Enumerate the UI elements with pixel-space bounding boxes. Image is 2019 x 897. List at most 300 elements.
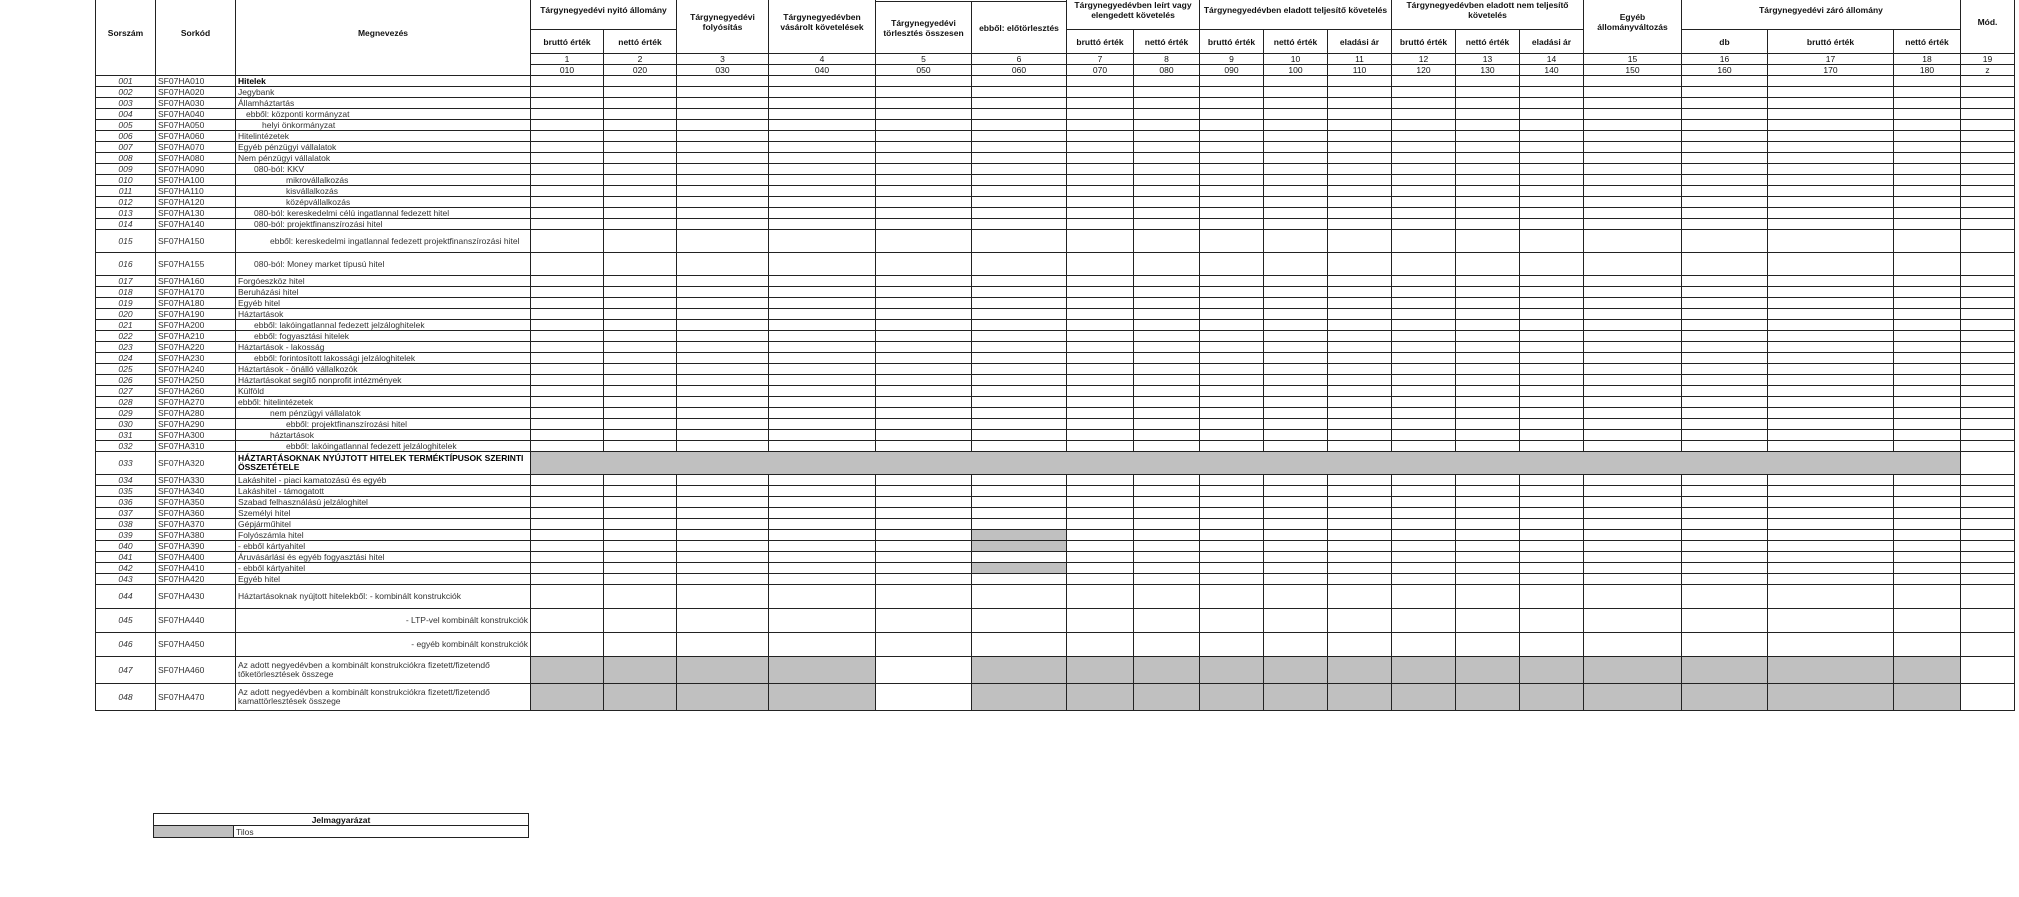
input-cell[interactable]: [1264, 331, 1328, 342]
input-cell[interactable]: [1392, 386, 1456, 397]
input-cell[interactable]: [1134, 175, 1200, 186]
input-cell[interactable]: [972, 519, 1067, 530]
input-cell[interactable]: [1067, 541, 1134, 552]
input-cell[interactable]: [1328, 486, 1392, 497]
input-cell[interactable]: [1682, 120, 1768, 131]
input-cell[interactable]: [1768, 120, 1894, 131]
input-cell[interactable]: [531, 331, 604, 342]
input-cell[interactable]: [1456, 164, 1520, 175]
input-cell[interactable]: [1584, 120, 1682, 131]
input-cell[interactable]: [531, 408, 604, 419]
input-cell[interactable]: [1961, 585, 2015, 609]
input-cell[interactable]: [531, 530, 604, 541]
input-cell[interactable]: [876, 375, 972, 386]
input-cell[interactable]: [876, 287, 972, 298]
input-cell[interactable]: [1392, 585, 1456, 609]
input-cell[interactable]: [1520, 519, 1584, 530]
input-cell[interactable]: [876, 397, 972, 408]
input-cell[interactable]: [1264, 563, 1328, 574]
input-cell[interactable]: [1067, 563, 1134, 574]
input-cell[interactable]: [531, 186, 604, 197]
input-cell[interactable]: [1328, 609, 1392, 633]
input-cell[interactable]: [1456, 320, 1520, 331]
input-cell[interactable]: [876, 353, 972, 364]
input-cell[interactable]: [1392, 197, 1456, 208]
input-cell[interactable]: [1328, 276, 1392, 287]
input-cell[interactable]: [1894, 186, 1961, 197]
input-cell[interactable]: [972, 131, 1067, 142]
input-cell[interactable]: [769, 375, 876, 386]
input-cell[interactable]: [1961, 164, 2015, 175]
input-cell[interactable]: [531, 375, 604, 386]
input-cell[interactable]: [677, 430, 769, 441]
input-cell[interactable]: [1894, 309, 1961, 320]
input-cell[interactable]: [769, 164, 876, 175]
input-cell[interactable]: [1682, 563, 1768, 574]
input-cell[interactable]: [1894, 230, 1961, 253]
input-cell[interactable]: [1392, 552, 1456, 563]
input-cell[interactable]: [1328, 419, 1392, 430]
input-cell[interactable]: [1961, 452, 2015, 475]
input-cell[interactable]: [876, 164, 972, 175]
input-cell[interactable]: [769, 98, 876, 109]
input-cell[interactable]: [1768, 585, 1894, 609]
input-cell[interactable]: [1584, 342, 1682, 353]
input-cell[interactable]: [1584, 153, 1682, 164]
input-cell[interactable]: [1200, 574, 1264, 585]
input-cell[interactable]: [1584, 408, 1682, 419]
input-cell[interactable]: [972, 219, 1067, 230]
input-cell[interactable]: [604, 219, 677, 230]
input-cell[interactable]: [531, 486, 604, 497]
input-cell[interactable]: [1134, 475, 1200, 486]
input-cell[interactable]: [677, 375, 769, 386]
input-cell[interactable]: [1682, 276, 1768, 287]
input-cell[interactable]: [604, 563, 677, 574]
input-cell[interactable]: [1520, 320, 1584, 331]
input-cell[interactable]: [1682, 253, 1768, 276]
input-cell[interactable]: [1894, 219, 1961, 230]
input-cell[interactable]: [1584, 633, 1682, 657]
input-cell[interactable]: [769, 342, 876, 353]
input-cell[interactable]: [1456, 331, 1520, 342]
input-cell[interactable]: [972, 287, 1067, 298]
input-cell[interactable]: [1067, 508, 1134, 519]
input-cell[interactable]: [972, 120, 1067, 131]
input-cell[interactable]: [1520, 364, 1584, 375]
input-cell[interactable]: [1392, 342, 1456, 353]
input-cell[interactable]: [1392, 364, 1456, 375]
input-cell[interactable]: [1961, 153, 2015, 164]
input-cell[interactable]: [972, 441, 1067, 452]
input-cell[interactable]: [1456, 441, 1520, 452]
input-cell[interactable]: [1200, 375, 1264, 386]
input-cell[interactable]: [1264, 197, 1328, 208]
input-cell[interactable]: [876, 186, 972, 197]
input-cell[interactable]: [1768, 197, 1894, 208]
input-cell[interactable]: [604, 386, 677, 397]
input-cell[interactable]: [604, 253, 677, 276]
input-cell[interactable]: [1682, 342, 1768, 353]
input-cell[interactable]: [1134, 408, 1200, 419]
input-cell[interactable]: [531, 208, 604, 219]
input-cell[interactable]: [1894, 320, 1961, 331]
input-cell[interactable]: [1520, 298, 1584, 309]
input-cell[interactable]: [1328, 331, 1392, 342]
input-cell[interactable]: [1768, 287, 1894, 298]
input-cell[interactable]: [604, 276, 677, 287]
input-cell[interactable]: [1768, 230, 1894, 253]
input-cell[interactable]: [531, 419, 604, 430]
input-cell[interactable]: [1328, 497, 1392, 508]
input-cell[interactable]: [1584, 331, 1682, 342]
input-cell[interactable]: [1961, 574, 2015, 585]
input-cell[interactable]: [604, 153, 677, 164]
input-cell[interactable]: [1456, 186, 1520, 197]
input-cell[interactable]: [972, 253, 1067, 276]
input-cell[interactable]: [769, 441, 876, 452]
input-cell[interactable]: [1200, 76, 1264, 87]
input-cell[interactable]: [769, 486, 876, 497]
input-cell[interactable]: [876, 386, 972, 397]
input-cell[interactable]: [1200, 142, 1264, 153]
input-cell[interactable]: [531, 541, 604, 552]
input-cell[interactable]: [1200, 331, 1264, 342]
input-cell[interactable]: [531, 253, 604, 276]
input-cell[interactable]: [769, 585, 876, 609]
input-cell[interactable]: [1520, 287, 1584, 298]
input-cell[interactable]: [1768, 98, 1894, 109]
input-cell[interactable]: [1067, 386, 1134, 397]
input-cell[interactable]: [1520, 397, 1584, 408]
input-cell[interactable]: [1894, 497, 1961, 508]
input-cell[interactable]: [1067, 342, 1134, 353]
input-cell[interactable]: [1264, 276, 1328, 287]
input-cell[interactable]: [1067, 276, 1134, 287]
input-cell[interactable]: [1520, 441, 1584, 452]
input-cell[interactable]: [1520, 197, 1584, 208]
input-cell[interactable]: [1520, 76, 1584, 87]
input-cell[interactable]: [972, 408, 1067, 419]
input-cell[interactable]: [972, 153, 1067, 164]
input-cell[interactable]: [1200, 563, 1264, 574]
input-cell[interactable]: [1392, 475, 1456, 486]
input-cell[interactable]: [1961, 208, 2015, 219]
input-cell[interactable]: [876, 475, 972, 486]
input-cell[interactable]: [1456, 175, 1520, 186]
input-cell[interactable]: [1067, 219, 1134, 230]
input-cell[interactable]: [604, 76, 677, 87]
input-cell[interactable]: [1520, 142, 1584, 153]
input-cell[interactable]: [1392, 397, 1456, 408]
input-cell[interactable]: [604, 475, 677, 486]
input-cell[interactable]: [1520, 633, 1584, 657]
input-cell[interactable]: [1520, 175, 1584, 186]
input-cell[interactable]: [1392, 441, 1456, 452]
input-cell[interactable]: [1768, 530, 1894, 541]
input-cell[interactable]: [677, 563, 769, 574]
input-cell[interactable]: [1894, 364, 1961, 375]
input-cell[interactable]: [876, 142, 972, 153]
input-cell[interactable]: [604, 208, 677, 219]
input-cell[interactable]: [1392, 298, 1456, 309]
input-cell[interactable]: [1961, 197, 2015, 208]
input-cell[interactable]: [1894, 375, 1961, 386]
input-cell[interactable]: [972, 430, 1067, 441]
input-cell[interactable]: [1067, 153, 1134, 164]
input-cell[interactable]: [1768, 419, 1894, 430]
input-cell[interactable]: [1067, 309, 1134, 320]
input-cell[interactable]: [1584, 298, 1682, 309]
input-cell[interactable]: [1894, 197, 1961, 208]
input-cell[interactable]: [1682, 519, 1768, 530]
input-cell[interactable]: [1520, 475, 1584, 486]
input-cell[interactable]: [1768, 276, 1894, 287]
input-cell[interactable]: [1894, 475, 1961, 486]
input-cell[interactable]: [1328, 153, 1392, 164]
input-cell[interactable]: [1264, 219, 1328, 230]
input-cell[interactable]: [531, 430, 604, 441]
input-cell[interactable]: [1264, 552, 1328, 563]
input-cell[interactable]: [677, 142, 769, 153]
input-cell[interactable]: [1200, 475, 1264, 486]
input-cell[interactable]: [1264, 309, 1328, 320]
input-cell[interactable]: [1768, 320, 1894, 331]
input-cell[interactable]: [1328, 441, 1392, 452]
input-cell[interactable]: [1894, 87, 1961, 98]
input-cell[interactable]: [1961, 408, 2015, 419]
input-cell[interactable]: [1456, 508, 1520, 519]
input-cell[interactable]: [1768, 76, 1894, 87]
input-cell[interactable]: [531, 164, 604, 175]
input-cell[interactable]: [1682, 441, 1768, 452]
input-cell[interactable]: [1894, 397, 1961, 408]
input-cell[interactable]: [1456, 76, 1520, 87]
input-cell[interactable]: [1134, 320, 1200, 331]
input-cell[interactable]: [1134, 142, 1200, 153]
input-cell[interactable]: [677, 419, 769, 430]
input-cell[interactable]: [1200, 309, 1264, 320]
input-cell[interactable]: [1328, 397, 1392, 408]
input-cell[interactable]: [876, 563, 972, 574]
input-cell[interactable]: [1392, 353, 1456, 364]
input-cell[interactable]: [1200, 153, 1264, 164]
input-cell[interactable]: [1584, 353, 1682, 364]
input-cell[interactable]: [1520, 331, 1584, 342]
input-cell[interactable]: [1134, 353, 1200, 364]
input-cell[interactable]: [1067, 98, 1134, 109]
input-cell[interactable]: [876, 153, 972, 164]
input-cell[interactable]: [531, 219, 604, 230]
input-cell[interactable]: [1392, 219, 1456, 230]
input-cell[interactable]: [1961, 287, 2015, 298]
input-cell[interactable]: [972, 386, 1067, 397]
input-cell[interactable]: [1584, 364, 1682, 375]
input-cell[interactable]: [1961, 131, 2015, 142]
input-cell[interactable]: [604, 574, 677, 585]
input-cell[interactable]: [1456, 287, 1520, 298]
input-cell[interactable]: [1264, 609, 1328, 633]
input-cell[interactable]: [1392, 287, 1456, 298]
input-cell[interactable]: [1584, 175, 1682, 186]
input-cell[interactable]: [1264, 541, 1328, 552]
input-cell[interactable]: [1264, 76, 1328, 87]
input-cell[interactable]: [1134, 208, 1200, 219]
input-cell[interactable]: [1134, 230, 1200, 253]
input-cell[interactable]: [1456, 342, 1520, 353]
input-cell[interactable]: [1264, 519, 1328, 530]
input-cell[interactable]: [604, 98, 677, 109]
input-cell[interactable]: [1894, 164, 1961, 175]
input-cell[interactable]: [1328, 98, 1392, 109]
input-cell[interactable]: [1584, 208, 1682, 219]
input-cell[interactable]: [1584, 287, 1682, 298]
input-cell[interactable]: [876, 109, 972, 120]
input-cell[interactable]: [1200, 397, 1264, 408]
input-cell[interactable]: [972, 197, 1067, 208]
input-cell[interactable]: [604, 120, 677, 131]
input-cell[interactable]: [1392, 331, 1456, 342]
input-cell[interactable]: [1584, 475, 1682, 486]
input-cell[interactable]: [1682, 142, 1768, 153]
input-cell[interactable]: [1894, 552, 1961, 563]
input-cell[interactable]: [677, 574, 769, 585]
input-cell[interactable]: [677, 486, 769, 497]
input-cell[interactable]: [769, 230, 876, 253]
input-cell[interactable]: [1264, 397, 1328, 408]
input-cell[interactable]: [1520, 353, 1584, 364]
input-cell[interactable]: [769, 574, 876, 585]
input-cell[interactable]: [1961, 364, 2015, 375]
input-cell[interactable]: [1894, 441, 1961, 452]
input-cell[interactable]: [1200, 342, 1264, 353]
input-cell[interactable]: [1584, 519, 1682, 530]
input-cell[interactable]: [769, 497, 876, 508]
input-cell[interactable]: [1392, 142, 1456, 153]
input-cell[interactable]: [1200, 87, 1264, 98]
input-cell[interactable]: [1584, 131, 1682, 142]
input-cell[interactable]: [1200, 519, 1264, 530]
input-cell[interactable]: [1682, 197, 1768, 208]
input-cell[interactable]: [1768, 519, 1894, 530]
input-cell[interactable]: [1392, 563, 1456, 574]
input-cell[interactable]: [1894, 419, 1961, 430]
input-cell[interactable]: [1961, 342, 2015, 353]
input-cell[interactable]: [1328, 364, 1392, 375]
input-cell[interactable]: [1328, 87, 1392, 98]
input-cell[interactable]: [1134, 153, 1200, 164]
input-cell[interactable]: [972, 633, 1067, 657]
input-cell[interactable]: [769, 609, 876, 633]
input-cell[interactable]: [1520, 230, 1584, 253]
input-cell[interactable]: [1682, 164, 1768, 175]
input-cell[interactable]: [769, 309, 876, 320]
input-cell[interactable]: [1682, 153, 1768, 164]
input-cell[interactable]: [1894, 131, 1961, 142]
input-cell[interactable]: [1134, 386, 1200, 397]
input-cell[interactable]: [604, 197, 677, 208]
input-cell[interactable]: [1067, 419, 1134, 430]
input-cell[interactable]: [1392, 430, 1456, 441]
input-cell[interactable]: [876, 131, 972, 142]
input-cell[interactable]: [972, 585, 1067, 609]
input-cell[interactable]: [1328, 175, 1392, 186]
input-cell[interactable]: [677, 508, 769, 519]
input-cell[interactable]: [604, 186, 677, 197]
input-cell[interactable]: [604, 320, 677, 331]
input-cell[interactable]: [1264, 186, 1328, 197]
input-cell[interactable]: [769, 397, 876, 408]
input-cell[interactable]: [1200, 298, 1264, 309]
input-cell[interactable]: [769, 219, 876, 230]
input-cell[interactable]: [677, 441, 769, 452]
input-cell[interactable]: [677, 230, 769, 253]
input-cell[interactable]: [677, 109, 769, 120]
input-cell[interactable]: [1768, 175, 1894, 186]
input-cell[interactable]: [1584, 219, 1682, 230]
input-cell[interactable]: [1961, 541, 2015, 552]
input-cell[interactable]: [677, 309, 769, 320]
input-cell[interactable]: [531, 87, 604, 98]
input-cell[interactable]: [1200, 633, 1264, 657]
input-cell[interactable]: [1456, 109, 1520, 120]
input-cell[interactable]: [1682, 287, 1768, 298]
input-cell[interactable]: [972, 364, 1067, 375]
input-cell[interactable]: [769, 131, 876, 142]
input-cell[interactable]: [876, 585, 972, 609]
input-cell[interactable]: [876, 609, 972, 633]
input-cell[interactable]: [1584, 397, 1682, 408]
input-cell[interactable]: [1456, 633, 1520, 657]
input-cell[interactable]: [1328, 186, 1392, 197]
input-cell[interactable]: [1961, 508, 2015, 519]
input-cell[interactable]: [1264, 486, 1328, 497]
input-cell[interactable]: [1584, 441, 1682, 452]
input-cell[interactable]: [1134, 609, 1200, 633]
input-cell[interactable]: [1961, 98, 2015, 109]
input-cell[interactable]: [1134, 109, 1200, 120]
input-cell[interactable]: [604, 353, 677, 364]
input-cell[interactable]: [1200, 541, 1264, 552]
input-cell[interactable]: [876, 530, 972, 541]
input-cell[interactable]: [1134, 519, 1200, 530]
input-cell[interactable]: [1584, 609, 1682, 633]
input-cell[interactable]: [1768, 353, 1894, 364]
input-cell[interactable]: [677, 287, 769, 298]
input-cell[interactable]: [1768, 219, 1894, 230]
input-cell[interactable]: [876, 633, 972, 657]
input-cell[interactable]: [1067, 164, 1134, 175]
input-cell[interactable]: [876, 497, 972, 508]
input-cell[interactable]: [531, 397, 604, 408]
input-cell[interactable]: [972, 208, 1067, 219]
input-cell[interactable]: [1682, 98, 1768, 109]
input-cell[interactable]: [1328, 353, 1392, 364]
input-cell[interactable]: [677, 197, 769, 208]
input-cell[interactable]: [876, 574, 972, 585]
input-cell[interactable]: [1768, 142, 1894, 153]
input-cell[interactable]: [1067, 364, 1134, 375]
input-cell[interactable]: [531, 497, 604, 508]
input-cell[interactable]: [1584, 574, 1682, 585]
input-cell[interactable]: [1520, 342, 1584, 353]
input-cell[interactable]: [1520, 309, 1584, 320]
input-cell[interactable]: [1894, 530, 1961, 541]
input-cell[interactable]: [1264, 98, 1328, 109]
input-cell[interactable]: [1264, 153, 1328, 164]
input-cell[interactable]: [1768, 342, 1894, 353]
input-cell[interactable]: [604, 142, 677, 153]
